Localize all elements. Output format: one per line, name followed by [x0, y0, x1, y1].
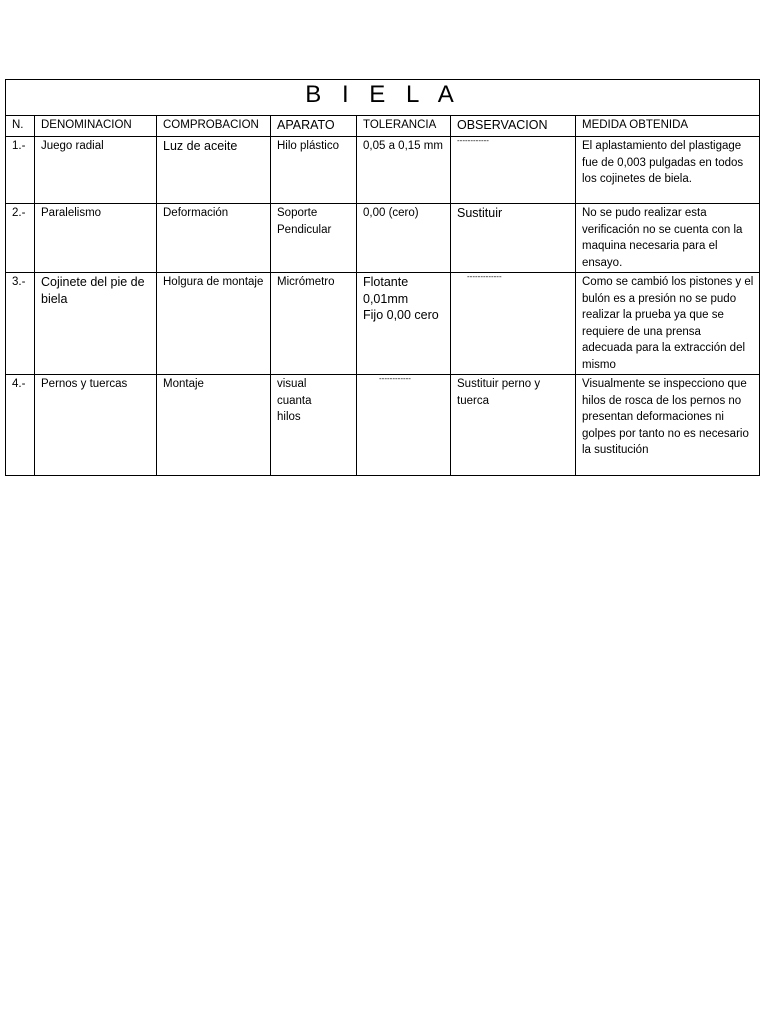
aparato-line: visual: [277, 378, 307, 390]
header-row: [6, 116, 760, 137]
header-medida: MEDIDA OBTENIDA: [576, 116, 760, 137]
row-number: 3.-: [6, 273, 35, 375]
row-aparato: Hilo plástico: [271, 137, 357, 204]
empty-dashes: -------------: [467, 272, 502, 281]
table-row: [6, 273, 760, 375]
header-n: N.: [6, 116, 35, 137]
row-observacion: [451, 137, 576, 204]
row-medida: Como se cambió los pistones y el bulón es a presión no se pudo realizar la prueba ya que se requiere de una prensa adecuada para la extracción del mismo: [576, 273, 760, 375]
aparato-line: cuanta: [277, 394, 312, 407]
row-denominacion: Cojinete del pie de biela: [35, 273, 157, 375]
tolerancia-line: 0,01mm: [363, 291, 409, 306]
row-denominacion: Juego radial: [35, 137, 157, 204]
row-observacion: [451, 273, 576, 375]
row-comprobacion: Montaje: [157, 375, 271, 476]
tolerancia-line: Fijo 0,00 cero: [363, 308, 439, 322]
table-title-cell: [6, 80, 760, 116]
row-comprobacion: Luz de aceite: [157, 137, 271, 204]
row-number: 2.-: [6, 204, 35, 273]
table-row: [6, 137, 760, 204]
table-row: [6, 204, 760, 273]
row-medida: El aplastamiento del plastigage fue de 0,003 pulgadas en todos los cojinetes de biela.: [576, 137, 760, 204]
table-title: B I E L A: [305, 81, 461, 109]
row-comprobacion: Deformación: [157, 204, 271, 273]
row-observacion: Sustituir: [451, 204, 576, 273]
row-tolerancia: 0,05 a 0,15 mm: [357, 137, 451, 204]
row-denominacion: Paralelismo: [35, 204, 157, 273]
row-number: 1.-: [6, 137, 35, 204]
row-tolerancia: [357, 273, 451, 375]
row-medida: No se pudo realizar esta verificación no se cuenta con la maquina necesaria para el ensayo.: [576, 204, 760, 273]
row-tolerancia: [357, 375, 451, 476]
row-aparato: Soporte Pendicular: [271, 204, 357, 273]
biela-table: [5, 79, 760, 476]
table-row: [6, 375, 760, 476]
header-observacion: OBSERVACION: [451, 116, 576, 137]
header-comprobacion: COMPROBACION: [157, 116, 271, 137]
row-number: 4.-: [6, 375, 35, 476]
empty-dashes: ------------: [457, 136, 489, 145]
row-aparato: [271, 375, 357, 476]
empty-dashes: ------------: [379, 374, 411, 383]
header-tolerancia: TOLERANCIA: [357, 116, 451, 137]
header-denominacion: DENOMINACION: [35, 116, 157, 137]
row-medida: Visualmente se inspecciono que hilos de rosca de los pernos no presentan deformaciones ni golpes por tanto no es necesario la sustitución: [576, 375, 760, 476]
row-denominacion: Pernos y tuercas: [35, 375, 157, 476]
row-tolerancia: 0,00 (cero): [357, 204, 451, 273]
tolerancia-line: Flotante: [363, 275, 409, 289]
row-observacion: Sustituir perno y tuerca: [451, 375, 576, 476]
row-aparato: Micrómetro: [271, 273, 357, 375]
header-aparato: APARATO: [271, 116, 357, 137]
row-comprobacion: Holgura de montaje: [157, 273, 271, 375]
aparato-line: hilos: [277, 411, 301, 423]
